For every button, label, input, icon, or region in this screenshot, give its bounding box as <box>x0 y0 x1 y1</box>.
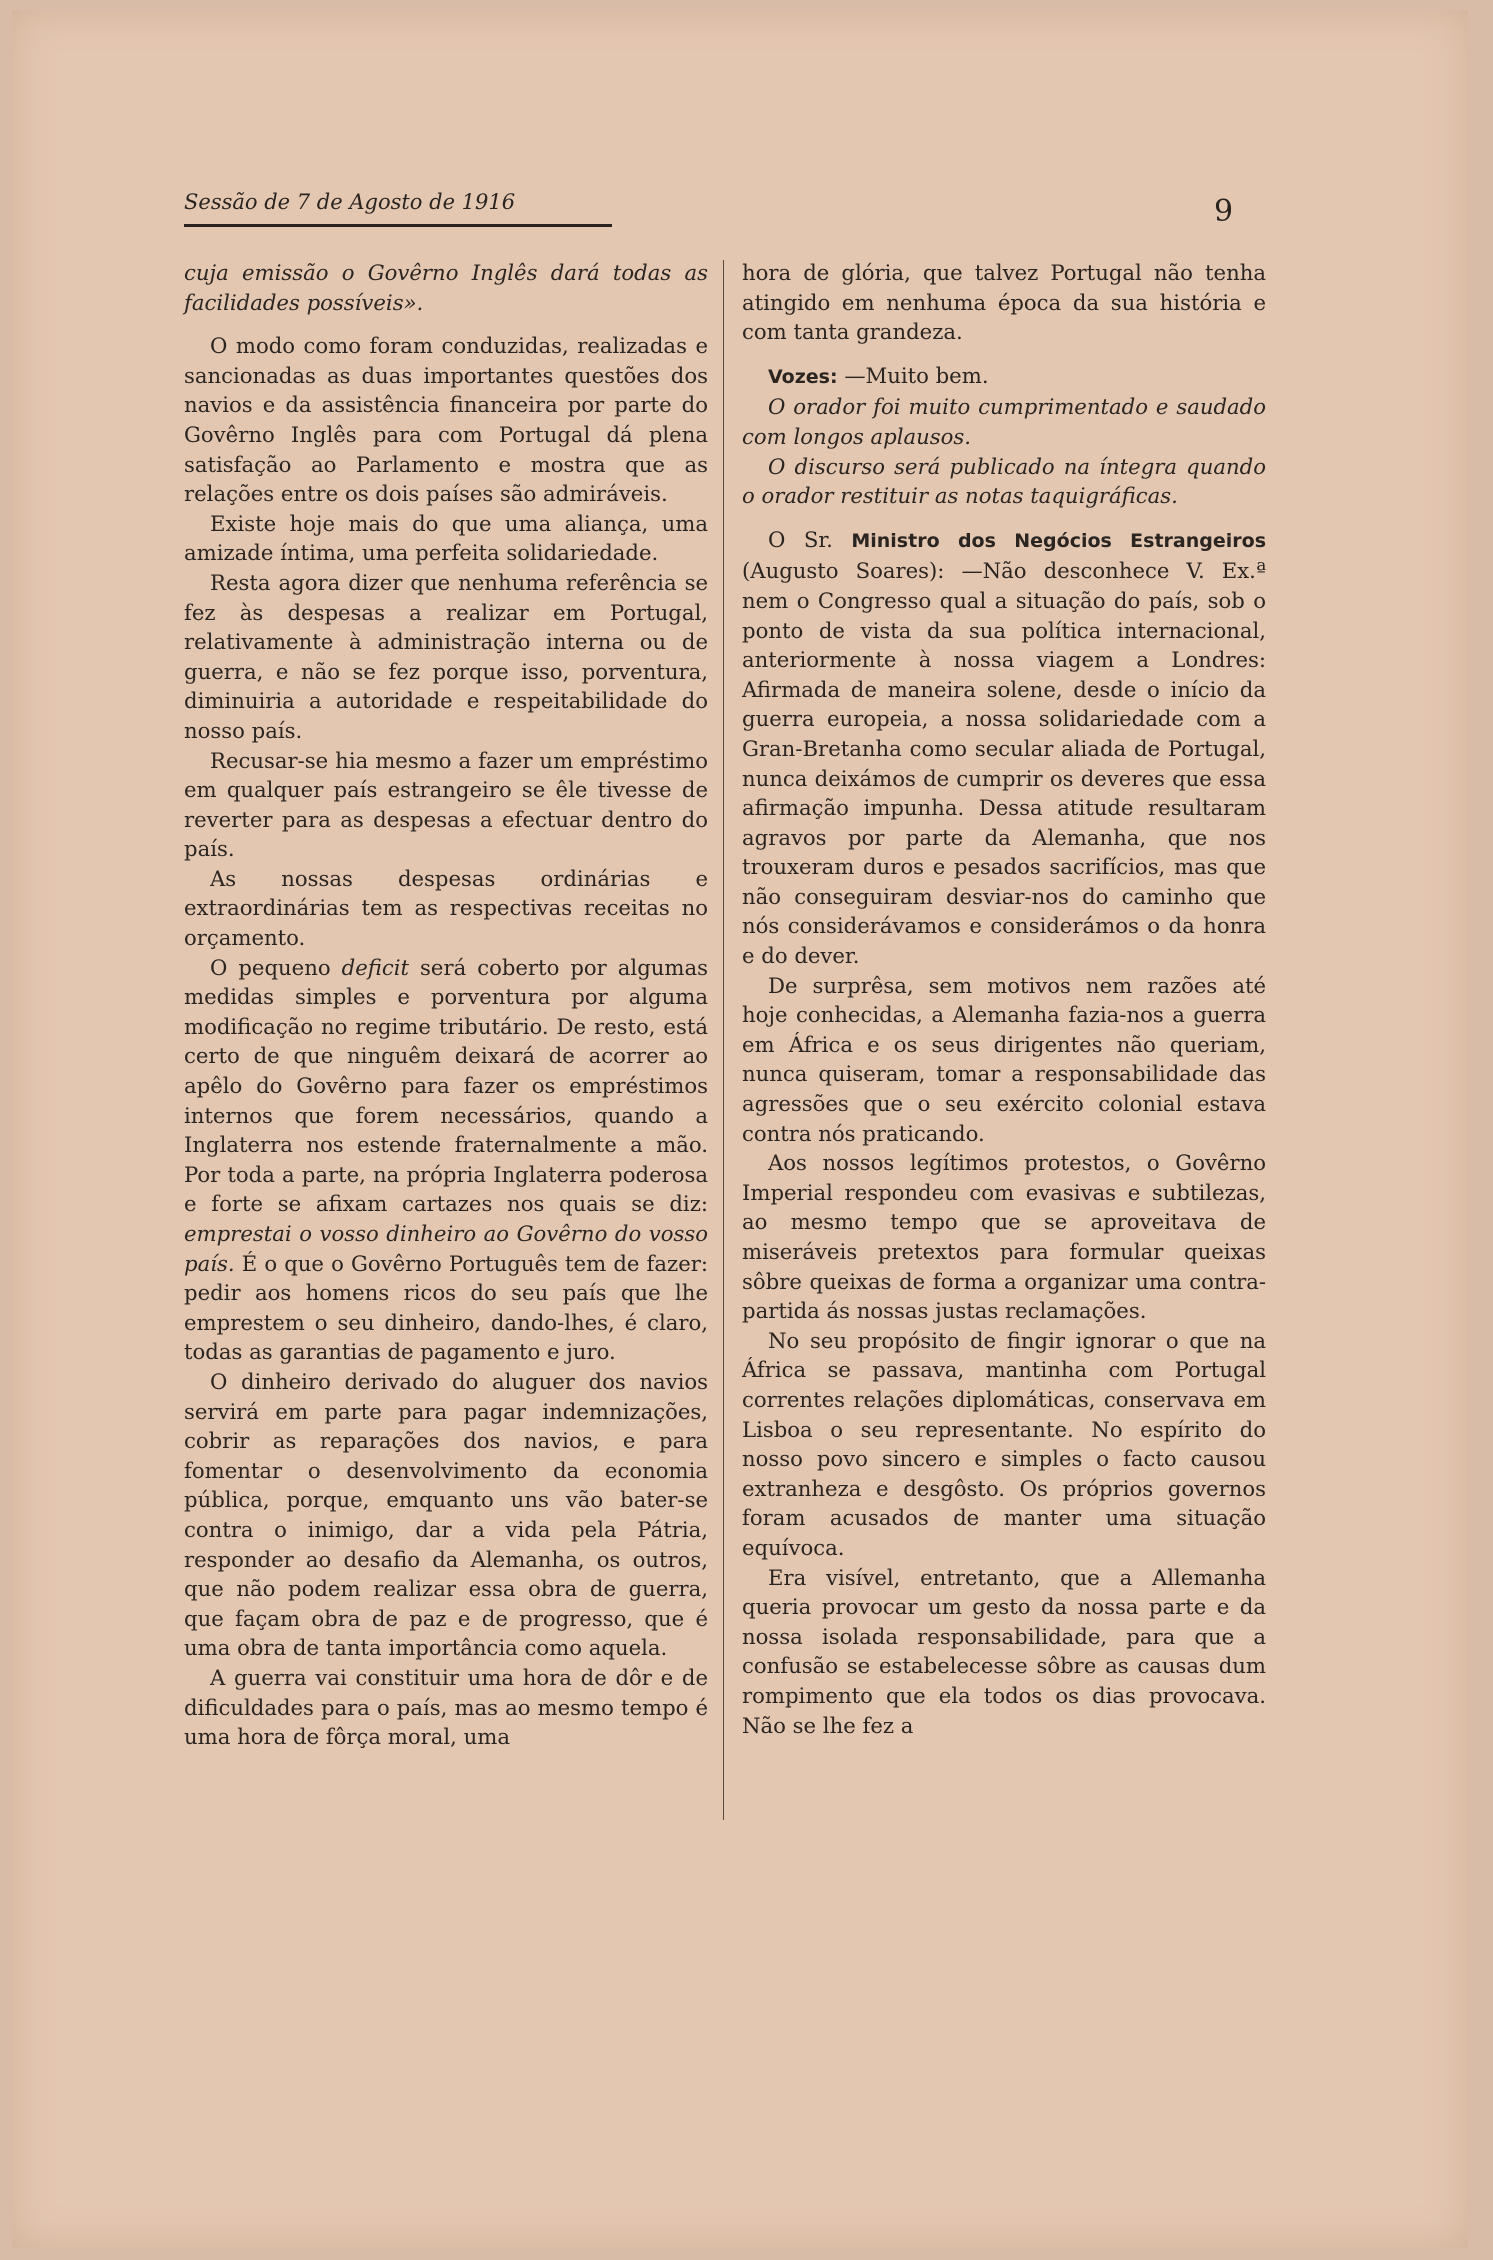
paragraph: Existe hoje mais do que uma aliança, uma amizade íntima, uma perfeita solidariedade. <box>184 510 708 566</box>
paragraph: hora de glória, que talvez Portugal não tenha atingido em nenhuma época da sua história e com tanta grandeza. <box>742 260 1266 345</box>
stage-note: O discurso será publicado na íntegra quando o orador restituir as notas taquigráficas. <box>742 453 1266 509</box>
vozes-line <box>742 361 1266 393</box>
italic-quote: emprestai o vosso dinheiro ao Govêrno do vosso país. <box>184 1221 708 1276</box>
paragraph: Recusar-se hia mesmo a fazer um empréstimo em qualquer país estrangeiro se êle tivesse de reverter para as despesas a efectuar dentro do país. <box>184 747 708 862</box>
italic-term: deficit <box>341 954 410 980</box>
paragraph: Aos nossos legítimos protestos, o Govêrno Imperial respondeu com evasivas e subtilezas, ao mesmo tempo que se aproveitava de miseráveis pretextos para formular queixas sôbre queixas de forma a organizar uma contra-partida ás nossas justas reclamações. <box>742 1150 1266 1324</box>
stage-note: O orador foi muito cumprimentado e saudado com longos aplausos. <box>742 394 1266 449</box>
running-head: Sessão de 7 de Agosto de 1916 <box>184 190 516 214</box>
text-run: será coberto por algumas medidas simples e porventura por alguma modificação no regime tributário. De resto, está certo de que ninguêm deixará de acorrer ao apêlo do Govêrno para fazer os empréstimos internos que forem necessários, quando a Inglaterra nos estende fraternalmente a mão. Por toda a parte, na própria Inglaterra poderosa e forte se afixam cartazes nos quais se diz: <box>184 954 708 1217</box>
header-rule <box>184 224 612 227</box>
paragraph: O modo como foram conduzidas, realizadas e sancionadas as duas importantes questões dos navios e da assistência financeira por parte do Govêrno Inglês para com Portugal dá plena satisfação ao Parlamento e mostra que as relações entre os dois países são admiráveis. <box>184 333 708 507</box>
text-run: O Sr. <box>768 526 852 552</box>
paragraph <box>742 525 1266 971</box>
paragraph: No seu propósito de fingir ignorar o que na África se passava, mantinha com Portugal correntes relações diplomáticas, conservava em Lisboa o seu representante. No espírito do nosso povo sincero e simples o facto causou extranheza e desgôsto. Os próprios governos foram acusados de manter uma situação equívoca. <box>742 1327 1266 1560</box>
paragraph: Resta agora dizer que nenhuma referência se fez às despesas a realizar em Portugal, relativamente à administração interna ou de guerra, e não se fez porque isso, porventura, diminuiria a autoridade e respeitabilidade do nosso país. <box>184 569 708 743</box>
paragraph: cuja emissão o Govêrno Inglês dará todas as facilidades possíveis». <box>184 260 708 315</box>
speaker-label: Ministro dos Negócios Estrangeiros <box>851 529 1266 552</box>
column-divider <box>723 260 724 1820</box>
text-run: (Augusto Soares): —Não desconhece V. Ex.ª nem o Congresso qual a situação do país, sob o ponto de vista da sua política internacional, anteriormente à nossa viagem a Londres: Afirmada de maneira solene, desde o início da guerra europeia, a nossa solidariedade com a Gran-Bretanha como secular aliada de Portugal, nunca deixámos de cumprir os deveres que essa afirmação impunha. Dessa atitude resultaram agravos por parte da Alemanha, que nos trouxeram duros e pesados sacrifícios, mas que não conseguiram desviar-nos do caminho que nós considerávamos e considerámos o da honra e do dever. <box>742 558 1266 969</box>
paragraph: As nossas despesas ordinárias e extraordinárias tem as respectivas receitas no orçamento. <box>184 865 708 951</box>
page-number: 9 <box>1214 194 1234 229</box>
paragraph: A guerra vai constituir uma hora de dôr e de dificuldades para o país, mas ao mesmo tempo é uma hora de fôrça moral, uma <box>184 1664 708 1750</box>
right-column <box>742 258 1266 1740</box>
text-run: —Muito bem. <box>837 362 989 388</box>
speaker-label: Vozes: <box>768 365 838 388</box>
text-run: O pequeno <box>210 954 342 980</box>
left-column <box>184 258 708 1752</box>
page <box>12 10 1468 2248</box>
paragraph: De surprêsa, sem motivos nem razões até hoje conhecidas, a Alemanha fazia-nos a guerra em África e os seus dirigentes não queriam, nunca quiseram, tomar a responsabilidade das agressões que o seu exército colonial estava contra nós praticando. <box>742 972 1266 1146</box>
paragraph: O dinheiro derivado do aluguer dos navios servirá em parte para pagar indemnizações, cobrir as reparações dos navios, e para fomentar o desenvolvimento da economia pública, porque, emquanto uns vão bater-se contra o inimigo, dar a vida pela Pátria, responder ao desafio da Alemanha, os outros, que não podem realizar essa obra de guerra, que façam obra de paz e de progresso, que é uma obra de tanta importância como aquela. <box>184 1368 708 1661</box>
text-run: É o que o Govêrno Português tem de fazer: pedir aos homens ricos do seu país que lhe emprestem o seu dinheiro, dando-lhes, é claro, todas as garantias de pagamento e juro. <box>184 1250 708 1365</box>
paragraph <box>184 953 708 1367</box>
paragraph: Era visível, entretanto, que a Allemanha queria provocar um gesto da nossa parte e da nossa isolada responsabilidade, para que a confusão se estabelecesse sôbre as causas dum rompimento que ela todos os dias provocava. Não se lhe fez a <box>742 1564 1266 1738</box>
